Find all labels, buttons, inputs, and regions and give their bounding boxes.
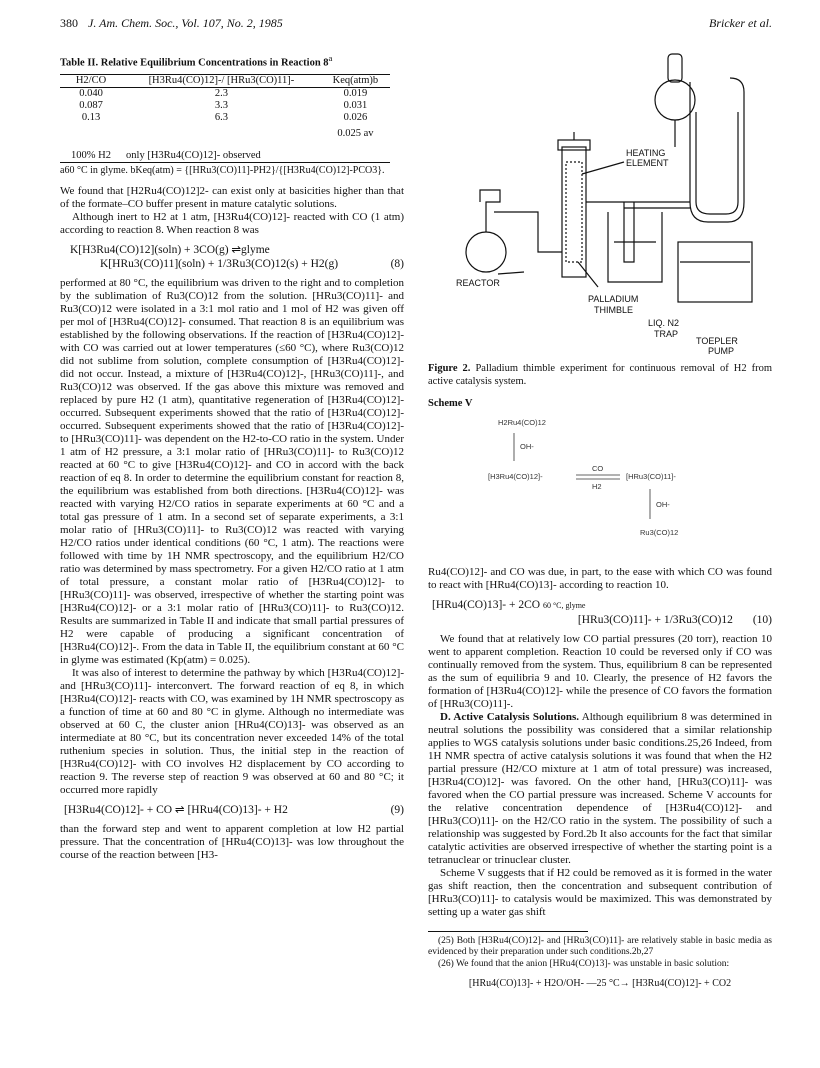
page xyxy=(60,12,773,989)
table-footnote: a60 °C in glyme. bKeq(atm) = {[HRu3(CO)11]-PH2}/{[H3Ru4(CO)12]-PCO3}. xyxy=(60,165,385,176)
label-reactor: REACTOR xyxy=(456,278,500,288)
table-col-1: H2/CO xyxy=(60,75,122,88)
apparatus-diagram xyxy=(428,52,772,357)
scheme-right: [HRu3(CO)11]- xyxy=(626,471,676,481)
paragraph: We found that [H2Ru4(CO)12]2- can exist only at basicities higher than that of the formate–CO buffer present in mature catalytic solutions. xyxy=(60,185,404,210)
table-col-3: Keq(atm)b xyxy=(321,75,390,88)
label-liq: LIQ. N2 xyxy=(648,318,680,328)
paragraph: Although inert to H2 at 1 atm, [H3Ru4(CO)12]- reacted with CO (1 atm) according to reaction 8. When reaction 8 was xyxy=(60,211,404,236)
running-header xyxy=(60,12,772,34)
figure-caption: Figure 2. Palladium thimble experiment for continuous removal of H2 from active catalysis system. xyxy=(428,363,773,387)
table-row: 0.13 6.3 0.026 xyxy=(81,112,368,123)
table-row: 100% H2 only [H3Ru4(CO)12]- observed xyxy=(60,144,390,163)
scheme-v xyxy=(428,411,772,566)
journal-citation: J. Am. Chem. Soc., Vol. 107, No. 2, 1985 xyxy=(88,15,283,30)
paragraph: Ru4(CO)12]- and CO was due, in part, to the ease with which CO was found to react with [HRu4(CO)13]- according to reaction 10. xyxy=(428,565,772,591)
figure-2 xyxy=(428,52,772,357)
scheme-top: H2Ru4(CO)12 xyxy=(498,417,546,427)
paragraph: performed at 80 °C, the equilibrium was driven to the right and to completion by the sublimation of Ru3(CO)12 from the solution. [HRu3(CO)11]- and Ru3(CO)12 were isolated in a 3:1 mol ratio and 1 mol of H2 was given off per mol of [H3Ru4(CO)12]- consumed. That reaction 8 is an equilibrium was established by the following observations. If the reaction of [H3Ru4(CO)12]- with CO was carried out at lower temperatures (≤60 °C), where Ru3(CO)12 did not sublime from solution, complete consumption of [H3Ru4(CO)12]- did not occur. Instead, a mixture of [H3Ru4(CO)12]-, [HRu3(CO)11]-, and Ru3(CO)12 was observed. If the gas above this mixture was removed and replaced by pure H2 (1 atm), quantitative regeneration of [H3Ru4(CO)12]- occurred. Subsequent experiments showed that the ratio of [H3Ru4(CO)12]- occurred. Subsequent experiments showed that the ratio of [H3Ru4(CO)12]- to [HRu3(CO)11]- was dependent on the H2-to-CO ratio in the system. Under 1 atm of H2 pressure, a 3:1 molar ratio of [HRu3(CO)11]- to Ru3(CO)12 reacted at 60 °C to give [H3Ru4(CO)12]- and CO in accord with the back reaction of eq 8. In order to determine the equilibrium constant for reaction 8, the equilibrium was established from both directions. [H3Ru4(CO)12]- was reacted with varying H2/CO ratios in separate experiments at 60 °C and a total gas pressure of 1 atm. In a second set of separate experiments, a 3:1 molar ratio of [HRu3(CO)11]- to Ru3(CO)12 was reacted with varying H2/CO ratios under identical conditions (60 °C, 1 atm). The reactions were followed with time by 1H NMR spectroscopy, and the equilibrium H2/CO ratio was determined by mass spectrometry. For a given H2/CO ratio at 1 atm of total pressure, a constant molar ratio of [H3Ru4(CO)12]- to [HRu3(CO)11]- was observed, irrespective of whether the starting point was [H3Ru4(CO)12]- or a 3:1 molar ratio of [HRu3(CO)11]- to Ru3(CO)12. Results are summarized in Table II and indicate that small partial pressures of H2 were capable of producing a significant concentration of [H3Ru4(CO)12]-. From the data in Table II, the equilibrium constant at 60 °C in glyme was estimated (Kp(atm) = 0.025). xyxy=(60,277,404,666)
scheme-bottom: Ru3(CO)12 xyxy=(640,527,679,537)
left-column xyxy=(60,52,404,862)
label-palladium: PALLADIUM xyxy=(588,294,639,304)
table-row: 0.040 2.3 0.019 xyxy=(79,88,368,99)
footnote-equation: [HRu4(CO)13]- + H2O/OH- —25 °C→ [H3Ru4(CO)12]- + CO2 xyxy=(468,978,732,989)
scheme-left: [H3Ru4(CO)12]- xyxy=(488,471,543,481)
scheme-oh1: OH- xyxy=(520,441,534,451)
paragraph: We found that at relatively low CO partial pressures (20 torr), reaction 10 went to apparent completion. Reaction 10 could be reversed only if CO was continually removed from the system. Thus, equilibrium 8 can be represented as the sum of equilibria 9 and 10. Clearly, the presence of H2 favors the formation of [H3Ru4(CO)12]- while the presence of CO favors the formation of [HRu3(CO)11]-. xyxy=(428,632,772,710)
equation-10: [HRu4(CO)13]- + 2CO 60 °C, glyme [HRu3(CO)11]- + 1/3Ru3(CO)12 (10) xyxy=(432,598,772,626)
right-column xyxy=(428,52,772,990)
equation-9: [H3Ru4(CO)12]- + CO ⇌ [HRu4(CO)13]- + H2 (9) xyxy=(64,804,404,816)
label-pump: PUMP xyxy=(708,346,735,356)
equation-8: K[H3Ru4(CO)12](soln) + 3CO(g) ⇌glyme K[HRu3(CO)11](soln) + 1/3Ru3(CO)12(s) + H2(g) (8) xyxy=(70,244,404,270)
paragraph: Scheme V suggests that if H2 could be removed as it is formed in the water gas shift reaction, then the concentration and subsequent contribution of [HRu3(CO)11]- to catalysis would be maximized. This was demonstrated by setting up a water gas shift xyxy=(428,866,772,918)
paragraph: It was also of interest to determine the pathway by which [H3Ru4(CO)12]- and [HRu3(CO)11]- interconvert. The forward reaction of eq 8, in which [H3Ru4(CO)12]- reacts with CO, was examined by 1H NMR spectroscopy as a function of time at 60 and 80 °C in glyme. Although no intermediate was observed at 60 C, the cluster anion [HRu4(CO)13]- was observed as an intermediate at 80 °C, but its concentration never exceeded 14% of the total ruthenium species in solution. Thus, the initial step in the reaction of [H3Ru4(CO)12]- with CO involves H2 displacement by CO according to reaction 9. The reverse step of reaction 9 was observed at 60 and 80 °C; it occurred more rapidly xyxy=(60,667,404,796)
table-row: 0.087 3.3 0.031 xyxy=(79,100,368,111)
paragraph: D. Active Catalysis Solutions. Although equilibrium 8 was determined in neutral solutions the possibility was considered that a similar relationship applies to WGS catalysis solutions under basic conditions.25,26 Indeed, from 1H NMR spectra of active catalysis solutions it was found that when the H2 partial pressure (H2/CO mixture at 1 atm of total pressure) was increased, [H3Ru4(CO)12]- was favored. On the other hand, [HRu3(CO)11]- was favored when the CO partial pressure was increased. Scheme V accounts for the relative concentration dependence of [H3Ru4(CO)12]- and [HRu3(CO)11]- on the H2/CO ratio in the system. The possibility of such a relationship was suggested by Ford.2b It also accounts for the fact that similar catalytic activities are observed irrespective of whether the starting point is a tetranuclear or trinuclear cluster. xyxy=(428,710,772,866)
scheme-co: CO xyxy=(592,463,604,473)
scheme-title: Scheme V xyxy=(428,398,473,409)
table-ii xyxy=(60,74,390,163)
label-heating: HEATING xyxy=(626,148,666,158)
footnote-25: (25) Both [H3Ru4(CO)12]- and [HRu3(CO)11]- are relatively stable in basic media as evidenced by their preparation under such conditions.2b,27 xyxy=(428,935,772,957)
footnotes xyxy=(428,936,772,990)
label-element: ELEMENT xyxy=(626,158,669,168)
scheme-h2: H2 xyxy=(592,481,602,491)
table-col-2: [H3Ru4(CO)12]-/ [HRu3(CO)11]- xyxy=(122,75,321,88)
label-thimble: THIMBLE xyxy=(594,305,634,315)
scheme-diagram xyxy=(428,411,772,561)
table-title: Table II. Relative Equilibrium Concentrations in Reaction 8$^a$ xyxy=(60,53,333,69)
table-row: 0.025 av xyxy=(337,128,374,139)
author-header: Bricker et al. xyxy=(709,15,772,30)
page-number: 380 xyxy=(60,15,78,30)
label-trap: TRAP xyxy=(654,329,679,339)
scheme-oh2: OH- xyxy=(656,499,670,509)
label-toepler: TOEPLER xyxy=(696,336,738,346)
footnote-26: (26) We found that the anion [HRu4(CO)13]- was unstable in basic solution: xyxy=(438,958,730,969)
paragraph: than the forward step and went to apparent completion at low H2 partial pressure. That the concentration of [HRu4(CO)13]- was low throughout the course of the reaction between [H3- xyxy=(60,823,404,861)
